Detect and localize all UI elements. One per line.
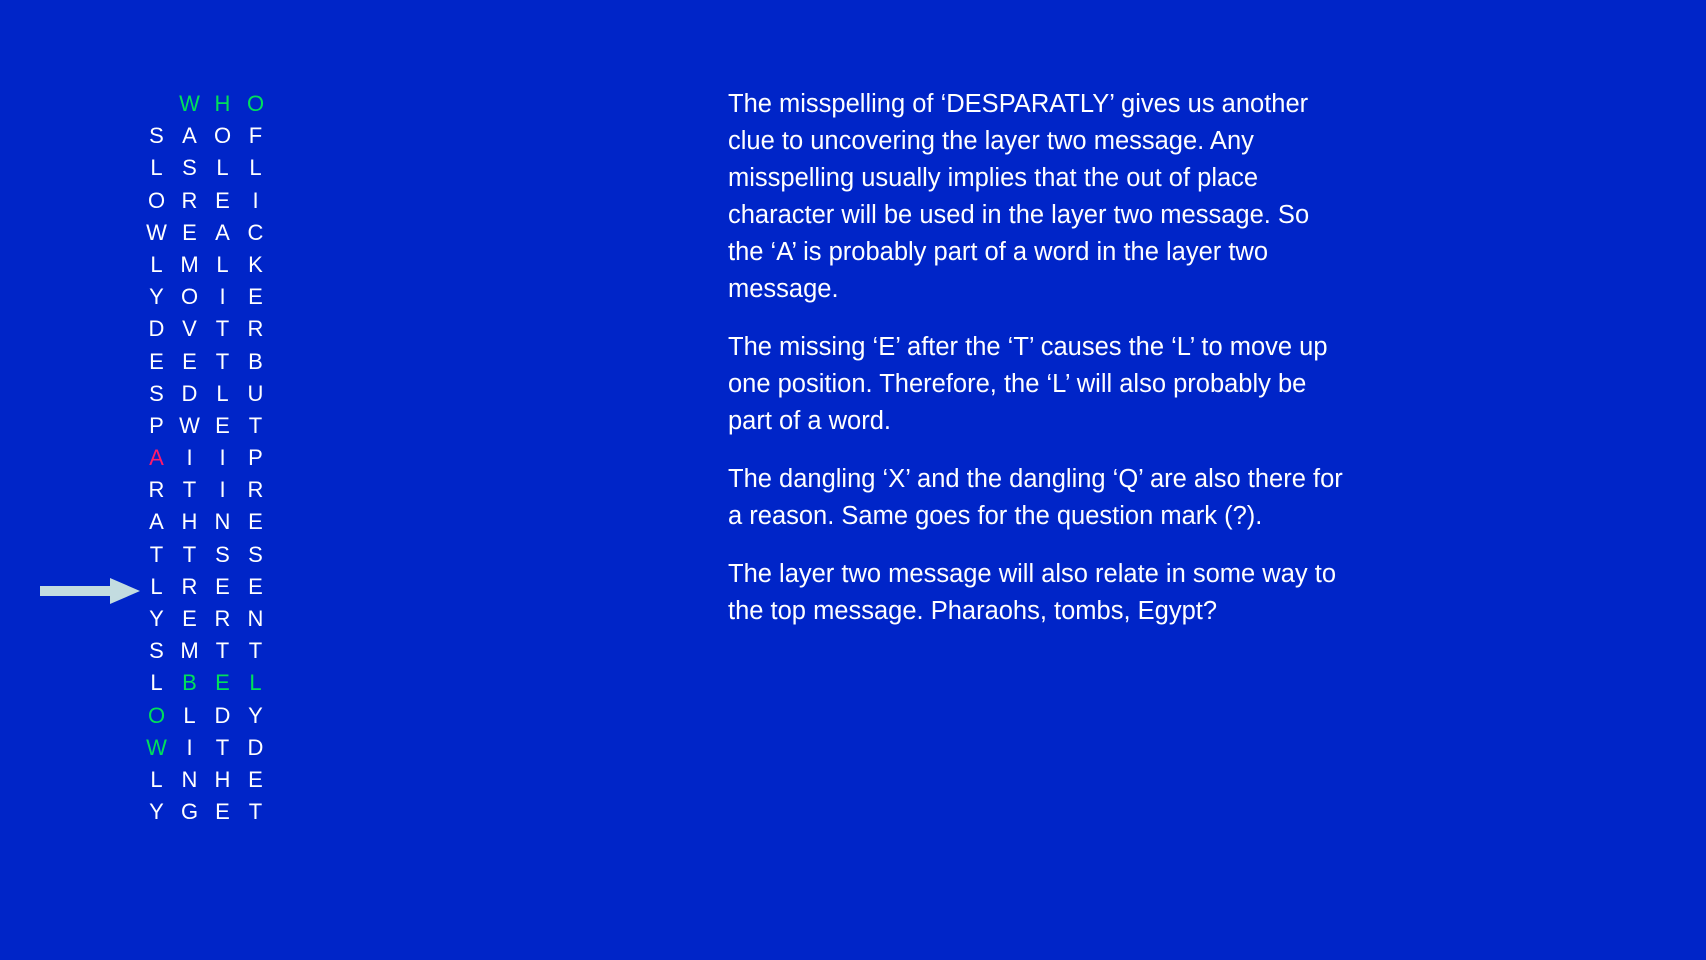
grid-cell: R <box>148 477 165 503</box>
grid-cell: S <box>149 638 164 664</box>
grid-cell: E <box>182 219 197 245</box>
grid-cell: Y <box>149 284 164 310</box>
grid-row <box>140 346 280 378</box>
grid-cell: Y <box>149 799 164 825</box>
grid-cell: A <box>182 123 197 149</box>
grid-row <box>140 217 280 249</box>
grid-cell: C <box>247 219 264 245</box>
grid-cell: S <box>149 380 164 406</box>
grid-cell: T <box>215 348 230 374</box>
grid-cell: B <box>182 670 197 696</box>
grid-cell: E <box>215 670 230 696</box>
grid-cell: L <box>150 573 163 599</box>
grid-cell: E <box>182 606 197 631</box>
grid-row <box>140 120 280 152</box>
grid-cell: R <box>181 573 198 599</box>
grid-row <box>140 313 280 345</box>
grid-cell: F <box>248 123 263 149</box>
grid-cell: T <box>215 734 230 760</box>
grid-row <box>140 185 280 217</box>
grid-row <box>140 281 280 313</box>
grid-cell: R <box>214 606 231 631</box>
grid-cell: T <box>215 316 230 342</box>
grid-cell: R <box>247 316 264 342</box>
grid-cell: P <box>248 445 263 471</box>
grid-row <box>140 667 280 699</box>
grid-cell: E <box>215 187 230 213</box>
grid-cell: D <box>247 734 264 760</box>
grid-cell: O <box>246 91 265 116</box>
grid-row <box>140 410 280 442</box>
grid-cell: H <box>214 766 231 792</box>
grid-row <box>140 539 280 571</box>
grid-cell: W <box>179 412 200 438</box>
grid-cell: B <box>248 348 263 374</box>
grid-row <box>140 571 280 603</box>
grid-cell: D <box>214 702 231 728</box>
grid-cell: L <box>183 702 196 728</box>
grid-cell: I <box>219 477 226 503</box>
grid-cell: V <box>182 316 197 342</box>
grid-cell: L <box>249 155 262 181</box>
grid-cell: R <box>181 187 198 213</box>
paragraph: The misspelling of ‘DESPARATLY’ gives us another clue to uncovering the layer two message. Any misspelling usually implies that the out of place character will be used in the layer two message. So the ‘A’ is probably part of a word in the layer two message. <box>728 90 1310 303</box>
grid-cell: S <box>248 541 263 567</box>
grid-cell: E <box>248 766 263 792</box>
grid-row <box>140 152 280 184</box>
grid-cell: P <box>149 412 164 438</box>
grid-cell: W <box>146 734 167 760</box>
grid-cell: E <box>215 799 230 825</box>
grid-cell: Y <box>248 702 263 728</box>
grid-row <box>140 796 280 828</box>
grid-cell: E <box>248 573 263 599</box>
grid-cell: H <box>181 509 198 535</box>
grid-cell: O <box>147 702 166 728</box>
grid-cell: T <box>149 541 164 567</box>
grid-row <box>140 603 280 635</box>
grid-row <box>140 378 280 410</box>
grid-cell: L <box>150 766 163 792</box>
grid-cell: S <box>149 123 164 149</box>
grid-cell: E <box>215 573 230 599</box>
grid-cell: K <box>248 251 263 277</box>
grid-cell: D <box>148 316 165 342</box>
grid-cell: T <box>248 412 263 438</box>
grid-cell: E <box>182 348 197 374</box>
grid-cell: L <box>150 155 163 181</box>
grid-cell: T <box>182 541 197 567</box>
grid-row <box>140 249 280 281</box>
grid-cell: L <box>216 251 229 277</box>
grid-cell: R <box>247 477 264 503</box>
grid-cell: L <box>150 670 163 696</box>
grid-cell: O <box>180 284 199 310</box>
grid-row <box>140 88 280 120</box>
grid-cell: M <box>180 638 199 664</box>
grid-cell: L <box>150 251 163 277</box>
grid-row <box>140 442 280 474</box>
grid-cell: I <box>219 284 226 310</box>
grid-cell: D <box>181 380 198 406</box>
grid-cell: S <box>215 541 230 567</box>
grid-cell: N <box>181 766 198 792</box>
grid-cell: T <box>248 799 263 825</box>
paragraph: The layer two message will also relate in some way to the top message. Pharaohs, tombs, Egypt? <box>728 560 1337 625</box>
grid-cell: I <box>186 734 193 760</box>
grid-cell: A <box>149 445 164 471</box>
grid-cell: H <box>214 91 231 116</box>
grid-cell: M <box>180 251 199 277</box>
right-arrow-icon <box>40 578 140 604</box>
grid-cell: T <box>215 638 230 664</box>
grid-cell: E <box>215 412 230 438</box>
grid-row <box>140 474 280 506</box>
grid-row <box>140 732 280 764</box>
grid-cell: I <box>219 445 226 471</box>
grid-cell: W <box>179 91 200 116</box>
grid-row <box>140 506 280 538</box>
grid-cell: L <box>216 155 229 181</box>
grid-row <box>140 635 280 667</box>
grid-cell: L <box>249 670 262 696</box>
grid-row <box>140 764 280 796</box>
grid-cell: A <box>149 509 164 535</box>
grid-cell: U <box>247 380 264 406</box>
grid-cell: N <box>214 509 231 535</box>
grid-cell: L <box>216 380 229 406</box>
grid-cell: O <box>213 123 232 149</box>
paragraph: The dangling ‘X’ and the dangling ‘Q’ are also there for a reason. Same goes for the question mark (?). <box>728 465 1343 530</box>
grid-cell: S <box>182 155 197 181</box>
grid-cell: G <box>180 799 199 825</box>
explanation-text <box>728 86 1348 651</box>
grid-cell: A <box>215 219 230 245</box>
grid-cell: W <box>146 219 167 245</box>
grid-cell: E <box>248 509 263 535</box>
grid-row <box>140 700 280 732</box>
grid-cell: Y <box>149 606 164 631</box>
grid-cell: I <box>252 187 259 213</box>
grid-cell: O <box>147 187 166 213</box>
letter-grid <box>140 88 280 828</box>
grid-cell: N <box>247 606 264 631</box>
grid-cell: E <box>248 284 263 310</box>
paragraph: The missing ‘E’ after the ‘T’ causes the ‘L’ to move up one position. Therefore, the ‘L’ will also probably be part of a word. <box>728 333 1328 435</box>
grid-cell: T <box>182 477 197 503</box>
grid-cell: T <box>248 638 263 664</box>
grid-cell: I <box>186 445 193 471</box>
grid-cell: E <box>149 348 164 374</box>
